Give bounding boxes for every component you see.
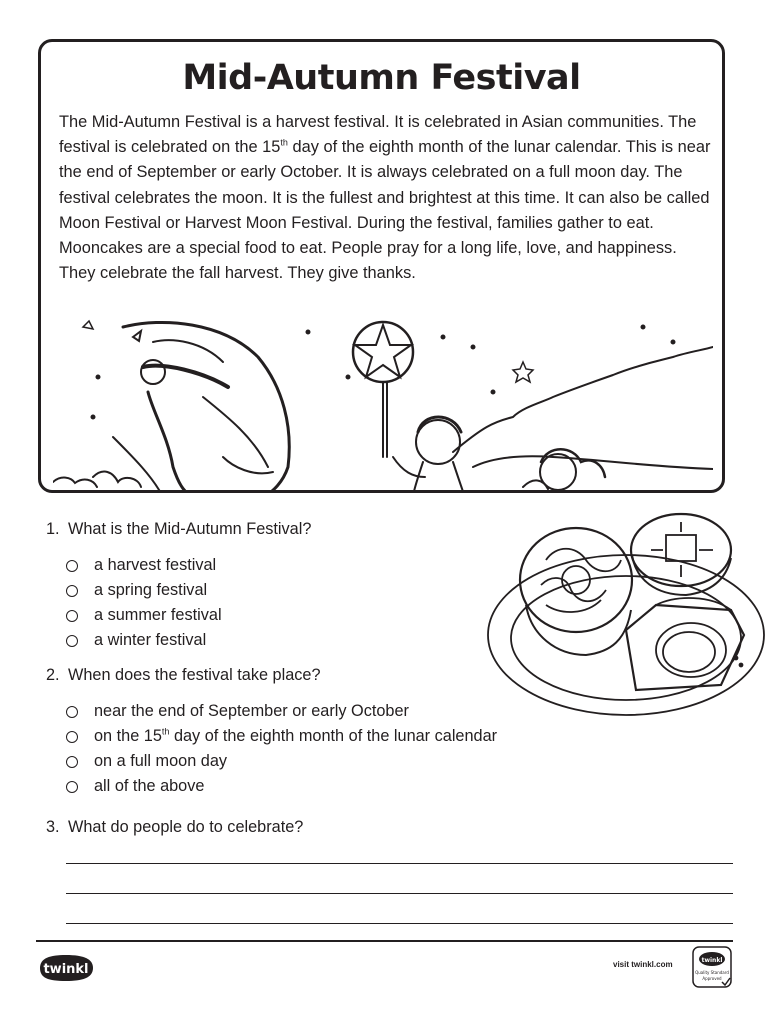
festival-illustration [53, 317, 713, 493]
option-label: a spring festival [94, 581, 208, 599]
radio-button[interactable] [66, 560, 78, 572]
question-3 [46, 818, 303, 837]
option-label: on a full moon day [94, 752, 228, 770]
radio-button[interactable] [66, 756, 78, 768]
passage-text-1: The Mid-Autumn Festival is a harvest festival. It is celebrated in Asian communities. The festival is celebrated on the 15 [59, 113, 697, 157]
question-3-number: 3. [46, 818, 60, 836]
lion-dance-icon [83, 321, 289, 493]
footer-divider [36, 940, 733, 942]
badge-brand: twinkl [701, 957, 723, 964]
radio-button[interactable] [66, 610, 78, 622]
question-1-option-3[interactable] [66, 606, 222, 625]
option-label-part-2: day of the eighth month of the lunar calendar [169, 727, 498, 745]
passage-box [38, 39, 725, 493]
question-2-option-2[interactable] [66, 727, 497, 746]
question-3-text: What do people do to celebrate? [68, 818, 304, 836]
answer-line-2[interactable] [66, 893, 733, 894]
answer-line-3[interactable] [66, 923, 733, 924]
star-lantern-icon [353, 322, 413, 457]
boy-icon [393, 417, 465, 493]
question-1-option-2[interactable] [66, 581, 207, 600]
passage-text-2: day of the eighth month of the lunar calendar. This is near the end of September or early October. It is always celebrated on a full moon day. The festival celebrates the moon. It is the fullest and brightest at this time. It can also be called Moon Festival or Harvest Moon Festival. During the festival, families gather to eat. Mooncakes are a special food to eat. People pray for a long life, love, and happiness. They celebrate the fall harvest. They give thanks. [59, 138, 711, 283]
radio-button[interactable] [66, 731, 78, 743]
option-label: a summer festival [94, 606, 222, 624]
option-label [94, 727, 497, 746]
radio-button[interactable] [66, 585, 78, 597]
visit-link[interactable]: visit twinkl.com [613, 960, 673, 969]
option-label: all of the above [94, 777, 205, 795]
question-1-text: What is the Mid-Autumn Festival? [68, 520, 312, 538]
logo-text: twinkl [43, 962, 89, 977]
question-1-option-1[interactable] [66, 556, 216, 575]
option-label: a winter festival [94, 631, 207, 649]
radio-button[interactable] [66, 706, 78, 718]
question-1 [46, 520, 311, 539]
quality-badge-icon [692, 946, 732, 988]
question-1-option-4[interactable] [66, 631, 206, 650]
badge-text-2: Approved [702, 976, 722, 981]
question-2 [46, 666, 321, 685]
page-title: Mid-Autumn Festival [182, 58, 581, 98]
radio-button[interactable] [66, 635, 78, 647]
question-2-text: When does the festival take place? [68, 666, 321, 684]
option-label: near the end of September or early October [94, 702, 409, 720]
option-label-part-1: on the 15 [94, 727, 162, 745]
question-1-number: 1. [46, 520, 60, 538]
option-label: a harvest festival [94, 556, 217, 574]
question-2-option-1[interactable] [66, 702, 409, 721]
radio-button[interactable] [66, 781, 78, 793]
badge-text-1: Quality Standard [695, 970, 729, 975]
twinkl-logo-icon[interactable] [36, 952, 96, 984]
answer-line-1[interactable] [66, 863, 733, 864]
option-superscript: th [161, 726, 170, 737]
question-2-option-3[interactable] [66, 752, 227, 771]
question-2-number: 2. [46, 666, 60, 684]
reading-passage [59, 110, 711, 286]
passage-superscript: th [280, 137, 288, 148]
question-2-option-4[interactable] [66, 777, 204, 796]
mooncake-plate-icon [486, 510, 766, 725]
